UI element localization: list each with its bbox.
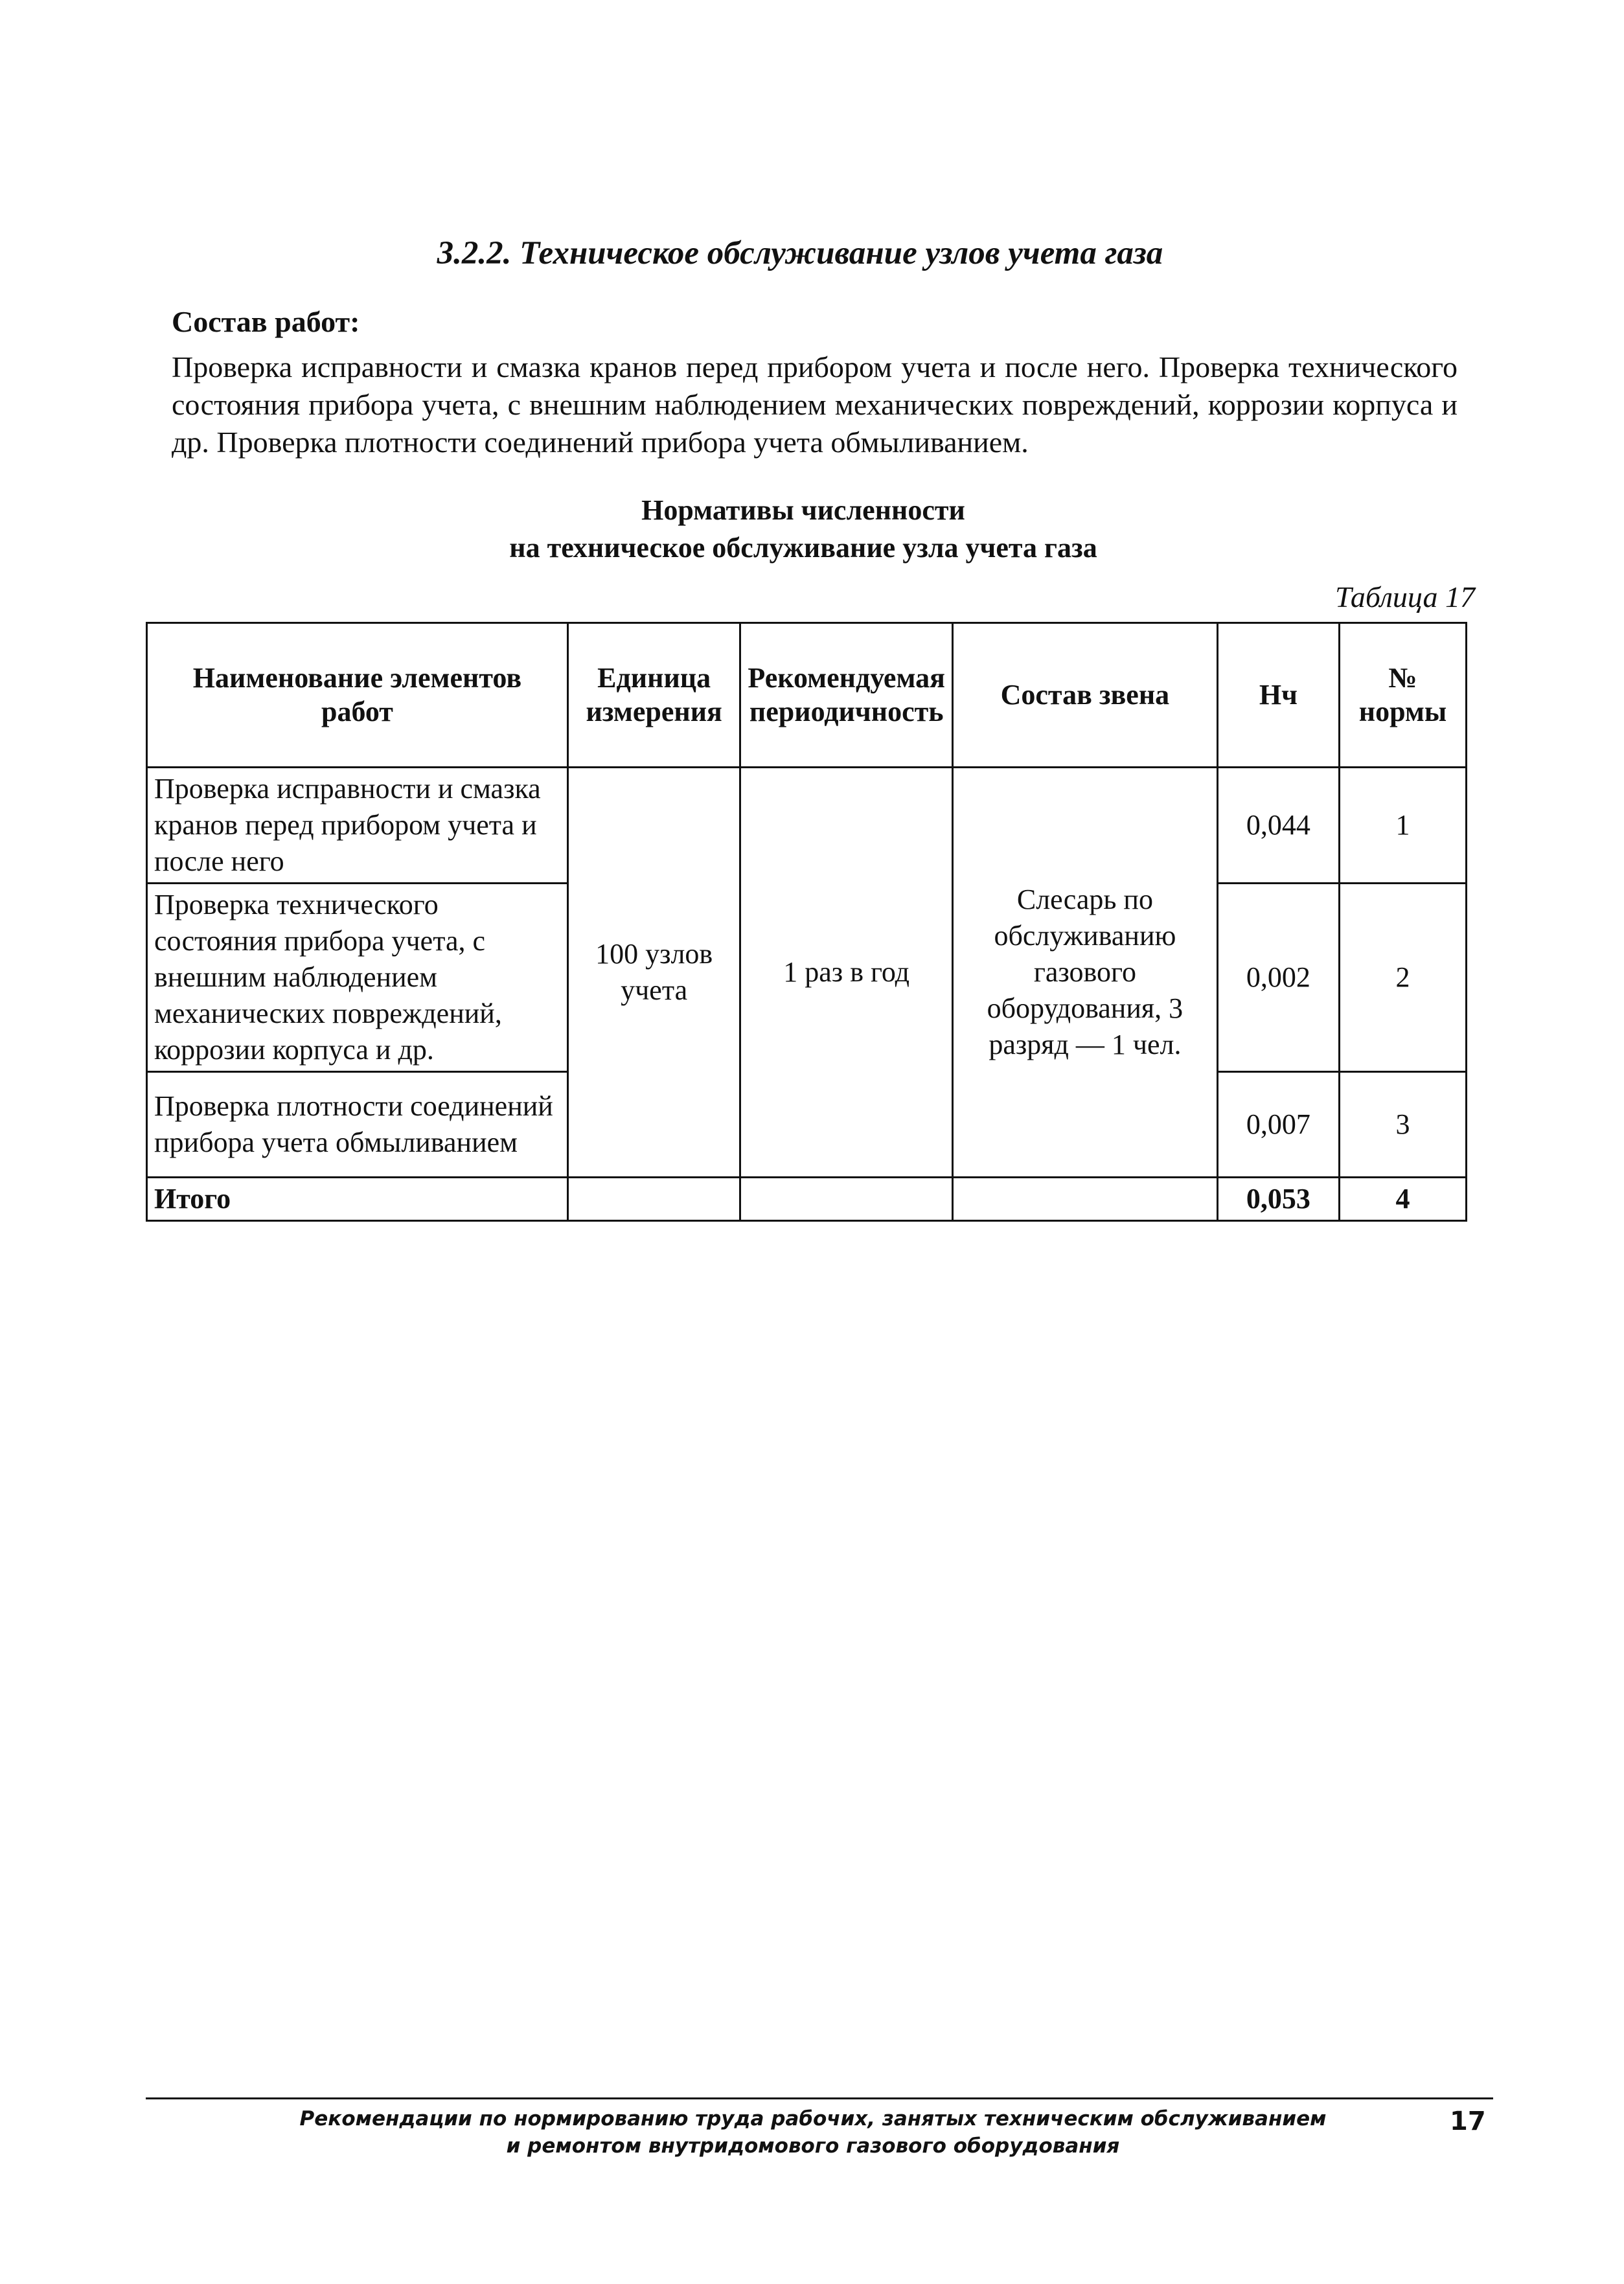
footer-text: [0, 2105, 1624, 2160]
table-title-line2: на техническое обслуживание узла учета газа: [509, 532, 1097, 564]
row-norm-no: 1: [1339, 768, 1466, 884]
row-name: Проверка технического состояния прибора учета, с внешним наблюдением механических повреждений, коррозии корпуса и др.: [147, 884, 568, 1072]
table-header-row: [147, 623, 1467, 768]
row-nch: 0,044: [1217, 768, 1339, 884]
header-unit: Единица измерения: [567, 623, 740, 768]
total-empty-cell: [567, 1178, 740, 1221]
work-composition-heading: Состав работ:: [172, 305, 360, 338]
total-norm-no: 4: [1339, 1178, 1466, 1221]
page-number: 17: [1450, 2107, 1486, 2136]
total-row: [147, 1178, 1467, 1221]
row-norm-no: 3: [1339, 1072, 1466, 1178]
header-name: Наименование элементов работ: [147, 623, 568, 768]
row-norm-no: 2: [1339, 884, 1466, 1072]
row-name: Проверка плотности соединений прибора учета обмыливанием: [147, 1072, 568, 1178]
total-nch: 0,053: [1217, 1178, 1339, 1221]
total-label: Итого: [147, 1178, 568, 1221]
table-caption: Таблица 17: [1334, 580, 1475, 613]
header-crew: Состав звена: [952, 623, 1217, 768]
footer-line1: Рекомендации по нормированию труда рабочих, занятых техническим обслуживанием: [299, 2107, 1327, 2130]
header-nch: Нч: [1217, 623, 1339, 768]
row-nch: 0,007: [1217, 1072, 1339, 1178]
footer-divider: [146, 2097, 1493, 2099]
shared-crew: Слесарь по обслуживанию газового оборудования, 3 разряд — 1 чел.: [952, 768, 1217, 1178]
header-norm-no: № нормы: [1339, 623, 1466, 768]
footer-line2: и ремонтом внутридомового газового оборудования: [506, 2134, 1120, 2158]
shared-period: 1 раз в год: [740, 768, 953, 1178]
norms-table: [146, 622, 1467, 1222]
total-empty-cell: [952, 1178, 1217, 1221]
row-nch: 0,002: [1217, 884, 1339, 1072]
section-title: 3.2.2. Техническое обслуживание узлов учета газа: [437, 235, 1163, 271]
row-name: Проверка исправности и смазка кранов перед прибором учета и после него: [147, 768, 568, 884]
shared-unit: 100 узлов учета: [567, 768, 740, 1178]
work-composition-text: Проверка исправности и смазка кранов перед прибором учета и после него. Проверка технического состояния прибора учета, с внешним наблюдением механических повреждений, коррозии корпуса и др. Проверка плотности соединений прибора учета обмыливанием.: [172, 350, 1458, 459]
header-period: Рекомендуемая периодичность: [740, 623, 953, 768]
total-empty-cell: [740, 1178, 953, 1221]
table-title-line1: Нормативы численности: [641, 494, 965, 526]
table-row: [147, 768, 1467, 884]
